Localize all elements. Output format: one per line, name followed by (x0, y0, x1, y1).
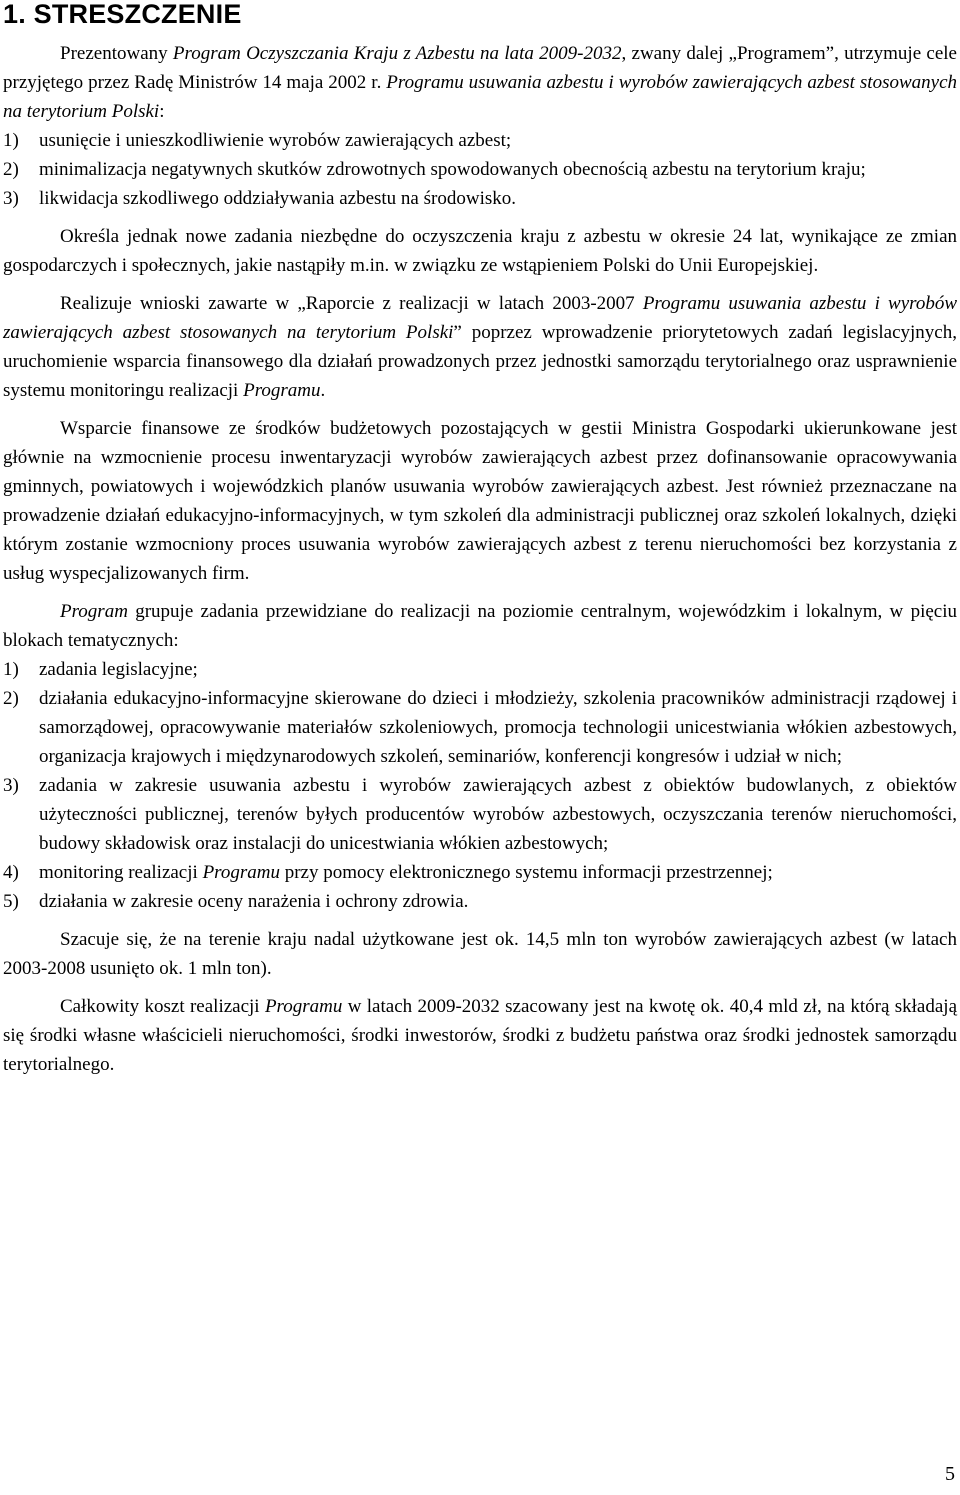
list-item: 1) zadania legislacyjne; (3, 659, 198, 680)
page-number: 5 (945, 1463, 955, 1485)
list-item: 2) minimalizacja negatywnych skutków zdrowotnych spowodowanych obecnością azbestu na terytorium kraju; (3, 159, 866, 180)
paragraph-report: Realizuje wnioski zawarte w „Raporcie z realizacji w latach 2003-2007 Programu usuwania azbestu i wyrobów zawierających azbest stosowanych na terytorium Polski” poprzez wprowadzenie priorytetowych zadań legislacyjnych, uruchomienie wsparcia finansowego dla działań prowadzonych przez jednostki samorządu terytorialnego oraz usprawnienie systemu monitoringu realizacji Programu. (3, 293, 957, 401)
list-item: 1) usunięcie i unieszkodliwienie wyrobów zawierających azbest; (3, 130, 512, 151)
section-heading: 1. STRESZCZENIE (3, 0, 242, 29)
paragraph-new-tasks: Określa jednak nowe zadania niezbędne do oczyszczenia kraju z azbestu w okresie 24 lat, wynikające ze zmian gospodarczych i społecznych, jakie nastąpiły m.in. w związku ze wstąpieniem Polski do Unii Europejskiej. (3, 226, 957, 276)
list-item: 3) likwidacja szkodliwego oddziaływania azbestu na środowisko. (3, 188, 516, 209)
paragraph-cost: Całkowity koszt realizacji Programu w latach 2009-2032 szacowany jest na kwotę ok. 40,4 mld zł, na którą składają się środki własne właścicieli nieruchomości, środki inwestorów, środki z budżetu państwa oraz środki jednostek samorządu terytorialnego. (3, 996, 957, 1075)
list-item: 2) działania edukacyjno-informacyjne skierowane do dzieci i młodzieży, szkolenia pracowników administracji rządowej i samorządowej, opracowywanie materiałów szkoleniowych, promocja technologii unicestwiania włókien azbestowych, organizacja krajowych i międzynarodowych szkoleń, seminariów, konferencji kongresów i udział w nich; (3, 688, 957, 767)
list-item: 3) zadania w zakresie usuwania azbestu i wyrobów zawierających azbest z obiektów budowlanych, z obiektów użyteczności publicznej, terenów byłych producentów wyrobów azbestowych, oczyszczania terenów nieruchomości, budowy składowisk oraz instalacji do unicestwiania włókien azbestowych; (3, 775, 957, 854)
thematic-blocks-list (3, 655, 957, 916)
paragraph-funding: Wsparcie finansowe ze środków budżetowych pozostających w gestii Ministra Gospodarki ukierunkowane jest głównie na wzmocnienie procesu inwentaryzacji wyrobów zawierających azbest przez dofinansowanie opracowywania gminnych, powiatowych i wojewódzkich planów usuwania wyrobów zawierających azbest. Jest również przeznaczane na prowadzenie działań edukacyjno-informacyjnych, w tym szkoleń dla administracji publicznej oraz szkoleń lokalnych, dzięki którym zostanie wzmocniony proces usuwania wyrobów zawierających azbest z terenu nieruchomości bez korzystania z usług wyspecjalizowanych firm. (3, 418, 957, 584)
goals-list (3, 126, 957, 213)
list-item: 5) działania w zakresie oceny narażenia i ochrony zdrowia. (3, 891, 469, 912)
paragraph-blocks-intro: Program grupuje zadania przewidziane do realizacji na poziomie centralnym, wojewódzkim i lokalnym, w pięciu blokach tematycznych: (3, 601, 957, 651)
document-body (3, 39, 957, 1088)
list-item: 4) monitoring realizacji Programu przy pomocy elektronicznego systemu informacji przestrzennej; (3, 862, 773, 883)
paragraph-intro: Prezentowany Program Oczyszczania Kraju z Azbestu na lata 2009-2032, zwany dalej „Programem”, utrzymuje cele przyjętego przez Radę Ministrów 14 maja 2002 r. Programu usuwania azbestu i wyrobów zawierających azbest stosowanych na terytorium Polski: (3, 43, 957, 122)
paragraph-estimate: Szacuje się, że na terenie kraju nadal użytkowane jest ok. 14,5 mln ton wyrobów zawierających azbest (w latach 2003-2008 usunięto ok. 1 mln ton). (3, 929, 957, 979)
